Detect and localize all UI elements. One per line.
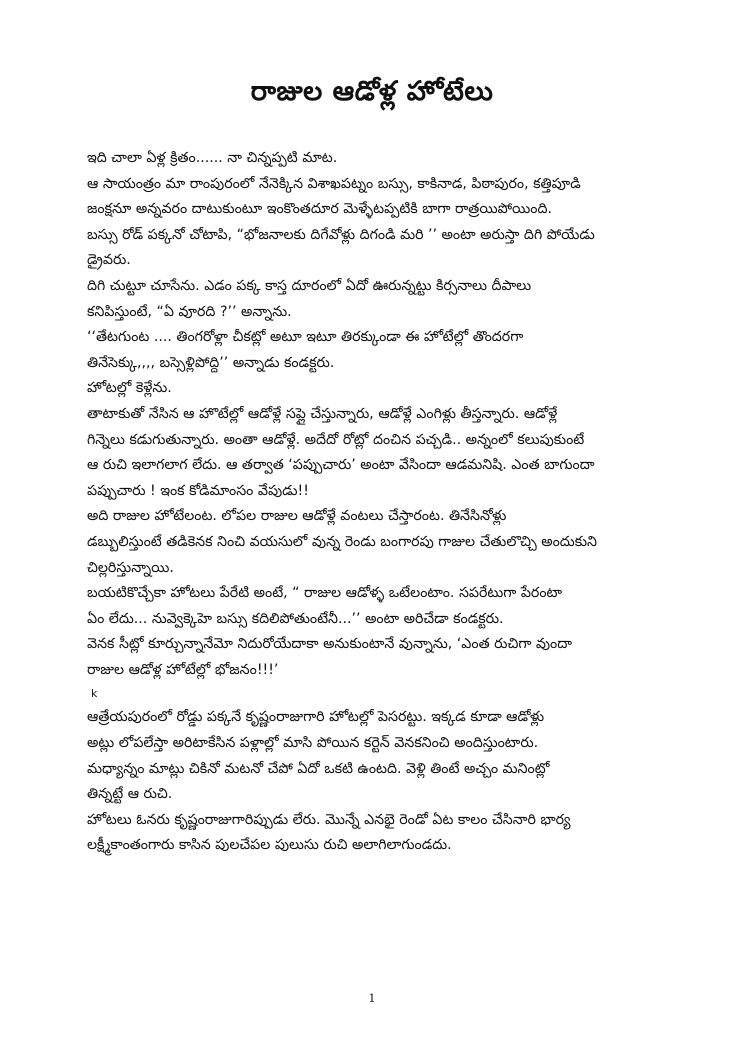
paragraph-line: అది రాజుల హోటేలంట. లోపల రాజుల ఆడోళ్లే వంటలు చేస్తారంట. తినేసినోళ్లు xyxy=(87,508,507,525)
paragraph-line: ఆ రుచి ఇలాగలాగ లేదు. ఆ తర్వాత ‘పప్పుచారు’ అంటా వేసిందా ఆడమనిషి. ఎంత బాగుందా xyxy=(87,457,595,474)
paragraph xyxy=(87,808,673,859)
paragraph-line: రాజుల ఆడోళ్ల హోటేల్లో భోజనం!!!’ xyxy=(87,661,279,678)
paragraph-line: ‘‘తేటగుంట .... తింగరోళ్లా చీకట్లో అటూ ఇటూ తిరక్కుండా ఈ హోటేల్లో తొందరగా xyxy=(87,329,524,346)
paragraph-line: బస్సు రోడ్ పక్కనో చోటాపి, “భోజనాలకు దిగేవోళ్లు దిగండి మరి ’’ అంటా అరుస్తా దిగి పోయేడు xyxy=(87,226,595,243)
paragraph-line: గిన్నెలు కడుగుతున్నారు. అంతా ఆడోళ్లే. అదేదో రోట్లో దంచిన పచ్చడి.. అన్నంలో కలుపుకుంటే xyxy=(87,431,585,448)
paragraph-line: హోటలు ఓనరు కృష్ణంరాజుగారిప్పుడు లేరు. మొన్నే ఎనభై రెండో ఏట కాలం చేసినారి భార్య xyxy=(87,811,571,828)
paragraph-line: డ్రైవరు. xyxy=(87,252,131,269)
paragraph-line: చిల్లరిస్తున్నాయి. xyxy=(87,559,174,576)
paragraph-line: బయటికొచ్చేకా హోటలు పేరేటి అంటే, “ రాజుల ఆడోళ్ళ ఒటేలంటాం. సపరేటుగా పేరంటా xyxy=(87,585,563,602)
paragraph-line: మధ్యాన్నం మాట్లు చికినో మటనో చేపో ఏదో ఒకటి ఉంటది. వెళ్లి తింటే అచ్చం మనింట్లో xyxy=(87,760,550,777)
paragraph xyxy=(87,172,673,274)
paragraph-line: వెనక సీట్లో కూర్చున్నానేమో నిదురోయేదాకా అనుకుంటానే వున్నాను, ‘ఎంత రుచిగా వుందా xyxy=(87,636,572,653)
paragraph xyxy=(87,757,673,808)
paragraph-line: అట్లు లోపలేస్తా అరిటాకేసిన పళ్లాల్లో మాసి పోయిన కర్టెన్ వెనకనించి అందిస్తుంటారు. xyxy=(87,735,539,752)
paragraph xyxy=(87,146,673,172)
paragraph-line: తాటాకుతో నేసిన ఆ హొటేల్లో ఆడోళ్లే సప్లై చేస్తున్నారు, ఆడోళ్లే ఎంగిళ్లు తీస్తన్నారు. ఆడోళ్లే xyxy=(87,405,558,422)
paragraph-line: జంక్షనూ అన్నవరం దాటుకుంటూ ఇంకొంతదూర మెళ్ళేటప్పటికి బాగా రాత్రయిపోయింది. xyxy=(87,201,552,218)
paragraph-line: దిగి చుట్టూ చూసేను. ఎడం పక్క కాస్త దూరంలో ఏదో ఊరున్నట్టు కిర్సనాలు దీపాలు xyxy=(87,277,532,294)
paragraph xyxy=(87,504,673,581)
document-body xyxy=(87,146,673,859)
page-number: 1 xyxy=(368,992,376,1005)
story-section-2 xyxy=(87,705,673,859)
paragraph-line: లక్ష్మీకాంతంగారు కాసిన పులచేపల పులుసు రుచి అలాగిలాగుండదు. xyxy=(87,837,452,854)
paragraph-line: హోటల్లో కెళ్లేను. xyxy=(87,380,172,397)
paragraph xyxy=(87,274,673,325)
paragraph-line: ఆ సాయంత్రం మా రాంపురంలో నేనెక్కిన విశాఖపట్నం బస్సు, కాకినాడ, పిఠాపురం, కత్తిపూడి xyxy=(87,175,581,192)
paragraph-line: ఆత్రేయపురంలో రోడ్డు పక్కనే కృష్ణంరాజుగారి హోటల్లో పెసరట్టు. ఇక్కడ కూడా ఆడోళ్లు xyxy=(87,709,545,726)
paragraph-line: తినేసెక్కు,,,, బస్సెళ్లిపోద్ది’’ అన్నాడు కండక్టరు. xyxy=(87,354,335,371)
paragraph-line: కనిపిస్తుంటే, “ఏ వూరది ?’’ అన్నాను. xyxy=(87,303,292,320)
paragraph xyxy=(87,581,673,632)
paragraph-line: తిన్నట్టే ఆ రుచి. xyxy=(87,786,173,803)
paragraph-line: పప్పుచారు ! ఇంక కోడిమాంసం వేపుడు!! xyxy=(87,482,309,499)
page-title: రాజుల ఆడోళ్ల హోటేలు xyxy=(250,76,494,107)
paragraph xyxy=(87,376,673,402)
paragraph-line: ఇది చాలా ఏళ్ల క్రితం...... నా చిన్నప్పటి మాట. xyxy=(87,150,338,166)
story-section-1 xyxy=(87,146,673,683)
paragraph-line: ఏం లేదు... నువ్వెక్కెహె బస్సు కదిలిపోతుంటేనీ...’’ అంటా అరిచేడా కండక్టరు. xyxy=(87,610,504,627)
paragraph xyxy=(87,632,673,683)
paragraph xyxy=(87,705,673,756)
paragraph xyxy=(87,402,673,504)
section-mark: k xyxy=(91,687,98,701)
paragraph-line: డబ్బులిస్తుంటే తడికెనక నించి వయసులో వున్న రెండు బంగారపు గాజుల చేతులొచ్చి అందుకుని xyxy=(87,533,597,550)
paragraph xyxy=(87,325,673,376)
